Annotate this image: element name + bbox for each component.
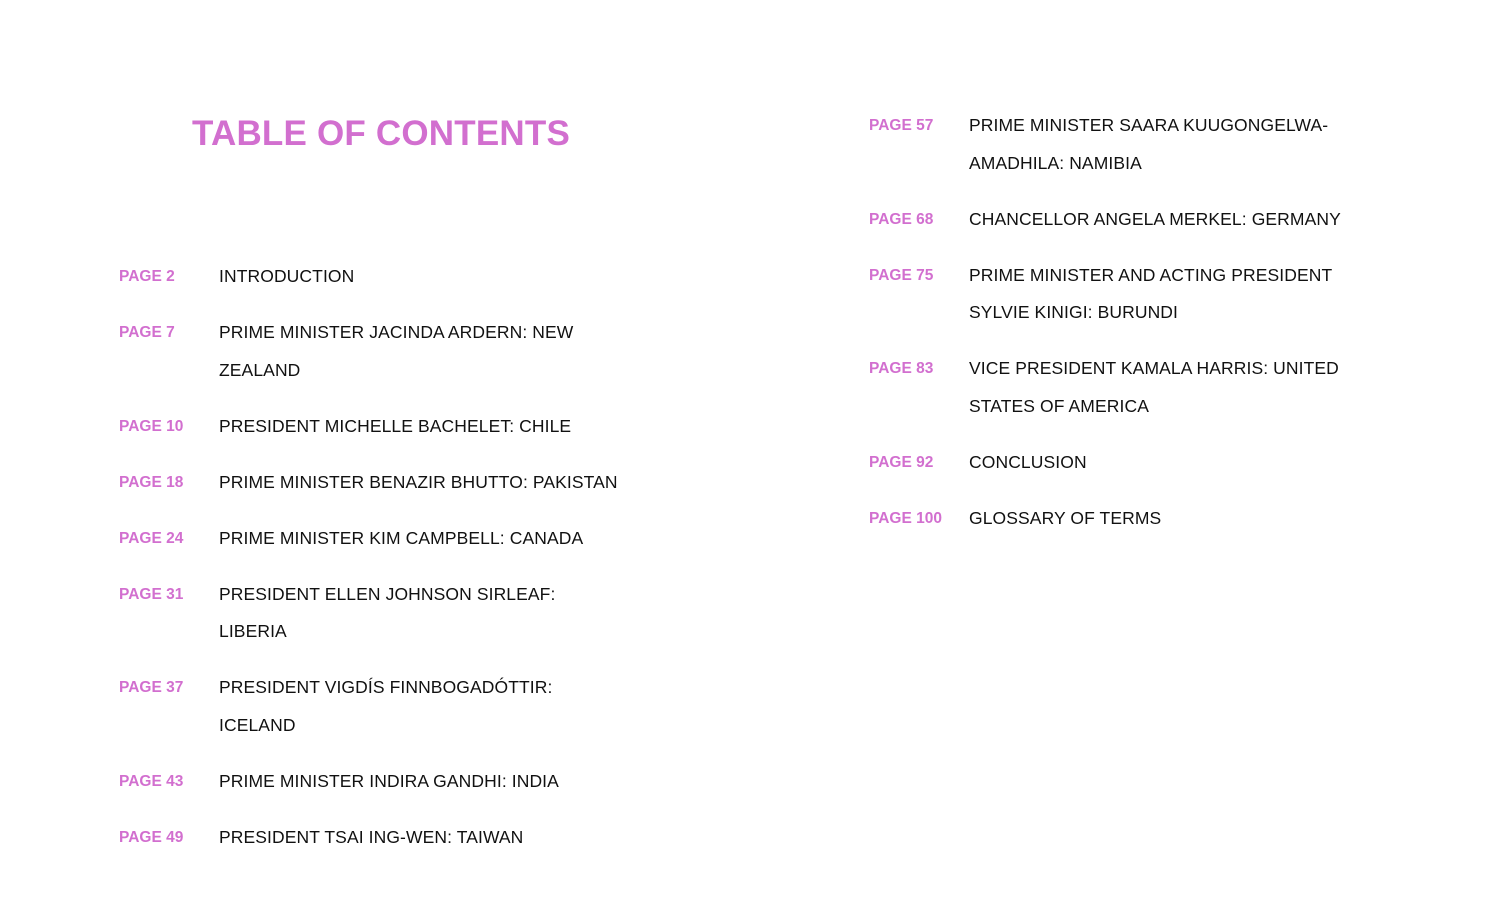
page-title: TABLE OF CONTENTS — [192, 114, 571, 153]
toc-entry-title: CHANCELLOR ANGELA MERKEL: GERMANY — [969, 208, 1341, 229]
toc-page-number: PAGE 24 — [119, 529, 184, 547]
toc-entry-title: GLOSSARY OF TERMS — [969, 507, 1162, 528]
toc-entry-title: PRIME MINISTER SAARA KUUGONGELWA-AMADHILA: NAMIBIA — [969, 115, 1329, 173]
toc-entry — [119, 819, 679, 857]
toc-page-number: PAGE 68 — [869, 210, 934, 228]
toc-entry — [119, 520, 679, 558]
toc-entry — [869, 350, 1389, 425]
toc-page-number: PAGE 2 — [119, 268, 175, 285]
toc-entry-title: CONCLUSION — [969, 451, 1087, 472]
toc-entry — [869, 500, 1389, 538]
toc-right-column — [869, 107, 1389, 556]
toc-page-number: PAGE 10 — [119, 417, 184, 435]
toc-page-number: PAGE 57 — [869, 117, 934, 134]
toc-left-column — [119, 258, 679, 875]
toc-entry-title: PRESIDENT MICHELLE BACHELET: CHILE — [219, 415, 572, 436]
toc-entry — [119, 763, 679, 801]
toc-entry — [869, 257, 1389, 332]
toc-page-number: PAGE 7 — [119, 324, 175, 341]
toc-page-number: PAGE 100 — [869, 509, 942, 527]
toc-entry-title: PRESIDENT ELLEN JOHNSON SIRLEAF: LIBERIA — [219, 583, 556, 641]
toc-entry-title: PRIME MINISTER KIM CAMPBELL: CANADA — [219, 527, 584, 548]
toc-entry — [119, 464, 679, 502]
toc-entry-title: PRESIDENT TSAI ING-WEN: TAIWAN — [219, 826, 524, 847]
toc-entry-title: PRIME MINISTER JACINDA ARDERN: NEW ZEALAND — [219, 322, 574, 380]
toc-entry-title: PRIME MINISTER INDIRA GANDHI: INDIA — [219, 770, 559, 791]
toc-entry — [869, 201, 1389, 239]
toc-entry — [869, 444, 1389, 482]
toc-page-number: PAGE 31 — [119, 585, 184, 603]
toc-entry — [119, 576, 679, 651]
toc-page-number: PAGE 75 — [869, 266, 934, 284]
toc-entry-title: VICE PRESIDENT KAMALA HARRIS: UNITED STATES OF AMERICA — [969, 358, 1339, 416]
toc-entry — [869, 107, 1389, 182]
toc-entry-title: PRIME MINISTER BENAZIR BHUTTO: PAKISTAN — [219, 471, 618, 492]
toc-page-number: PAGE 43 — [119, 772, 184, 790]
toc-page-number: PAGE 49 — [119, 828, 184, 846]
toc-entry — [119, 258, 679, 296]
toc-entry — [119, 669, 679, 744]
toc-page-number: PAGE 18 — [119, 473, 184, 491]
toc-entry — [119, 314, 679, 389]
toc-entry — [119, 408, 679, 446]
toc-page-number: PAGE 37 — [119, 679, 184, 696]
toc-page-number: PAGE 92 — [869, 453, 934, 471]
toc-entry-title: PRESIDENT VIGDÍS FINNBOGADÓTTIR: ICELAND — [219, 677, 553, 735]
toc-entry-title: PRIME MINISTER AND ACTING PRESIDENT SYLVIE KINIGI: BURUNDI — [969, 264, 1332, 322]
toc-page-number: PAGE 83 — [869, 360, 934, 377]
toc-entry-title: INTRODUCTION — [219, 266, 355, 286]
